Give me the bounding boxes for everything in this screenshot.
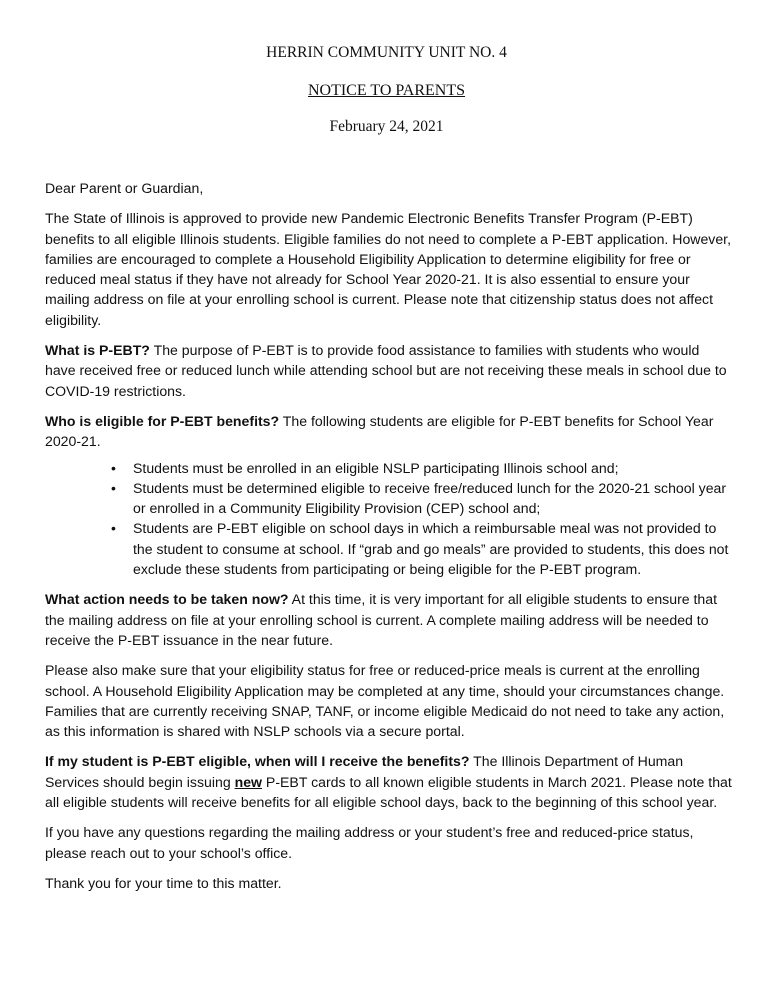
what-is-text: The purpose of P-EBT is to provide food assistance to families with students who would have received free or reduced lunch while attending school but are not receiving these meals in school due to COVID-19 restrictions. (45, 342, 727, 399)
list-item-text: Students must be enrolled in an eligible NSLP participating Illinois school and; (133, 459, 619, 476)
bullet-icon: • (111, 459, 116, 476)
list-item (111, 458, 733, 478)
letter-body (45, 178, 733, 903)
who-text: The following students are eligible for P-EBT benefits for School Year 2020-21. (45, 412, 714, 450)
letter-date: February 24, 2021 (329, 118, 444, 135)
action-heading: What action needs to be taken now? (45, 591, 289, 608)
when-paragraph (45, 751, 733, 812)
action-text: At this time, it is very important for all eligible students to ensure that the mailing address on file at your enrolling school is current. A complete mailing address will be needed to receive the P-EBT issuance in the near future. (45, 591, 718, 648)
eligibility-list (45, 458, 733, 580)
bullet-icon: • (111, 479, 116, 496)
also-paragraph: Please also make sure that your eligibility status for free or reduced-price meals is current at the enrolling school. A Household Eligibility Application may be completed at any time, should your circumstances change. Families that are currently receiving SNAP, TANF, or income eligible Medicaid do not need to take any action, as this information is shared with NSLP schools via a secure portal. (45, 662, 725, 740)
new-emphasis: new (234, 773, 263, 790)
notice-title: NOTICE TO PARENTS (307, 82, 466, 99)
when-heading: If my student is P-EBT eligible, when will I receive the benefits? (45, 753, 470, 770)
who-paragraph (45, 411, 733, 452)
what-is-heading: What is P-EBT? (45, 342, 150, 359)
intro-paragraph: The State of Illinois is approved to provide new Pandemic Electronic Benefits Transfer Program (P-EBT) benefits to all eligible Illinois students. Eligible families do not need to complete a P-EBT application. However, families are encouraged to complete a Household Eligibility Application to determine eligibility for free or reduced meal status if they have not already for School Year 2020-21. It is also essential to ensure your mailing address on file at your enrolling school is current. Please note that citizenship status does not affect eligibility. (45, 210, 732, 328)
when-text-b: P-EBT cards to all known eligible students in March 2021. Please note that all eligible students will receive benefits for all eligible school days, back to the beginning of this school year. (45, 773, 732, 811)
what-is-paragraph (45, 340, 733, 401)
bullet-icon: • (111, 520, 116, 537)
questions-paragraph: If you have any questions regarding the mailing address or your student’s free and reduced-price status, please reach out to your school’s office. (45, 824, 694, 861)
action-paragraph (45, 589, 733, 650)
greeting: Dear Parent or Guardian, (45, 180, 204, 196)
list-item-text: Students are P-EBT eligible on school days in which a reimbursable meal was not provided to the student to consume at school. If “grab and go meals” are provided to students, this does not exclude these students from participating or being eligible for the P-EBT program. (133, 520, 729, 578)
list-item (111, 518, 733, 579)
when-text-a: The Illinois Department of Human Services should begin issuing (45, 753, 684, 790)
closing-line: Thank you for your time to this matter. (45, 874, 282, 891)
list-item (111, 478, 733, 519)
who-heading: Who is eligible for P-EBT benefits? (45, 412, 280, 429)
list-item-text: Students must be determined eligible to receive free/reduced lunch for the 2020-21 school year or enrolled in a Community Eligibility Provision (CEP) school and; (133, 479, 727, 517)
district-name: HERRIN COMMUNITY UNIT NO. 4 (266, 44, 507, 61)
